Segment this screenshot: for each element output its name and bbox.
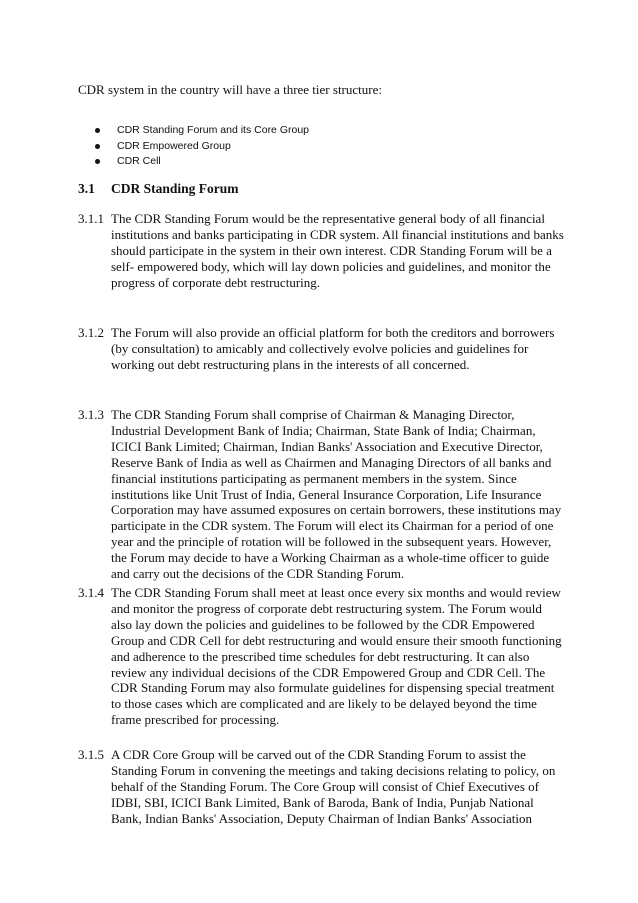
text-line: and monitor the progress of corporate debt restructuring system. The Forum would: [111, 600, 542, 616]
list-item-text: CDR Empowered Group: [117, 139, 231, 152]
text-line: Standing Forum in convening the meetings and taking decisions relating to policy, on: [111, 762, 556, 778]
text-line: participate in the CDR system. The Forum will elect its Chairman for a period of one: [111, 518, 554, 534]
text-line: to those cases which are complicated and are likely to be delayed beyond the time: [111, 696, 537, 712]
text-line: The CDR Standing Forum shall comprise of Chairman & Managing Director,: [111, 407, 515, 422]
text-line: (by consultation) to amicably and collectively evolve policies and guidelines for: [111, 340, 529, 356]
bullet-icon: [95, 144, 100, 149]
paragraph-number: 3.1.4: [78, 585, 104, 600]
intro-text: CDR system in the country will have a three tier structure:: [78, 82, 382, 97]
text-line: The CDR Standing Forum would be the representative general body of all financial: [111, 211, 545, 226]
text-line: Group and CDR Cell for debt restructuring and would ensure their smooth functioning: [111, 632, 562, 648]
paragraph-text: [111, 585, 566, 728]
text-line: ICICI Bank Limited; Chairman, Indian Banks' Association and Executive Director,: [111, 438, 543, 454]
tier-list: [95, 123, 309, 170]
list-item: [95, 123, 309, 139]
text-line: CDR Standing Forum may also formulate guidelines for dispensing special treatment: [111, 680, 555, 696]
text-line: progress of corporate debt restructuring.: [111, 274, 321, 290]
text-line: Industrial Development Bank of India; Chairman, State Bank of India; Chairman,: [111, 422, 536, 438]
paragraph-number: 3.1.3: [78, 407, 104, 422]
section-title: CDR Standing Forum: [111, 181, 239, 196]
text-line: IDBI, SBI, ICICI Bank Limited, Bank of Baroda, Bank of India, Punjab National: [111, 794, 534, 810]
text-line: A CDR Core Group will be carved out of the CDR Standing Forum to assist the: [111, 747, 526, 762]
text-line: and carry out the decisions of the CDR Standing Forum.: [111, 566, 405, 582]
text-line: Reserve Bank of India as well as Chairmen and Managing Directors of all banks and: [111, 454, 552, 470]
list-item: [95, 139, 309, 155]
paragraph-number: 3.1.5: [78, 747, 104, 762]
text-line: institutions and banks participating in CDR system. All financial institutions and banks: [111, 226, 564, 242]
paragraph-text: [111, 325, 566, 373]
text-line: year and the principle of rotation will be followed in the subsequent years. However,: [111, 534, 552, 550]
text-line: Corporation may have assumed exposures on certain borrowers, these institutions may: [111, 502, 562, 518]
text-line: review any individual decisions of the CDR Empowered Group and CDR Cell. The: [111, 664, 546, 680]
paragraph-text: [111, 407, 566, 582]
section-number: 3.1: [78, 181, 95, 196]
list-item: [95, 154, 309, 170]
text-line: institutions like Unit Trust of India, General Insurance Corporation, Life Insurance: [111, 486, 542, 502]
text-line: and adherence to the prescribed time schedules for debt restructuring. It can also: [111, 648, 530, 664]
text-line: Bank, Indian Banks' Association, Deputy Chairman of Indian Banks' Association: [111, 810, 532, 826]
text-line: financial institutions participating as permanent members in the system. Since: [111, 470, 517, 486]
list-item-text: CDR Cell: [117, 155, 161, 167]
paragraph-number: 3.1.1: [78, 211, 104, 226]
section-heading: [78, 181, 239, 197]
text-line: also lay down the policies and guidelines to be followed by the CDR Empowered: [111, 616, 535, 632]
text-line: the Forum may decide to have a Working Chairman as a whole-time officer to guide: [111, 550, 550, 566]
text-line: self- empowered body, which will lay down policies and guidelines, and monitor the: [111, 258, 551, 274]
bullet-icon: [95, 128, 100, 133]
text-line: behalf of the Standing Forum. The Core Group will consist of Chief Executives of: [111, 778, 539, 794]
bullet-icon: [95, 159, 100, 164]
text-line: frame prescribed for processing.: [111, 712, 280, 728]
paragraph-text: [111, 211, 566, 291]
text-line: should participate in the system in their own interest. CDR Standing Forum will be a: [111, 242, 552, 258]
paragraph-text: [111, 747, 566, 827]
paragraph-number: 3.1.2: [78, 325, 104, 340]
text-line: The CDR Standing Forum shall meet at least once every six months and would review: [111, 585, 561, 600]
text-line: working out debt restructuring plans in the interests of all concerned.: [111, 356, 470, 372]
text-line: The Forum will also provide an official platform for both the creditors and borrowers: [111, 325, 555, 340]
list-item-text: CDR Standing Forum and its Core Group: [117, 124, 309, 136]
